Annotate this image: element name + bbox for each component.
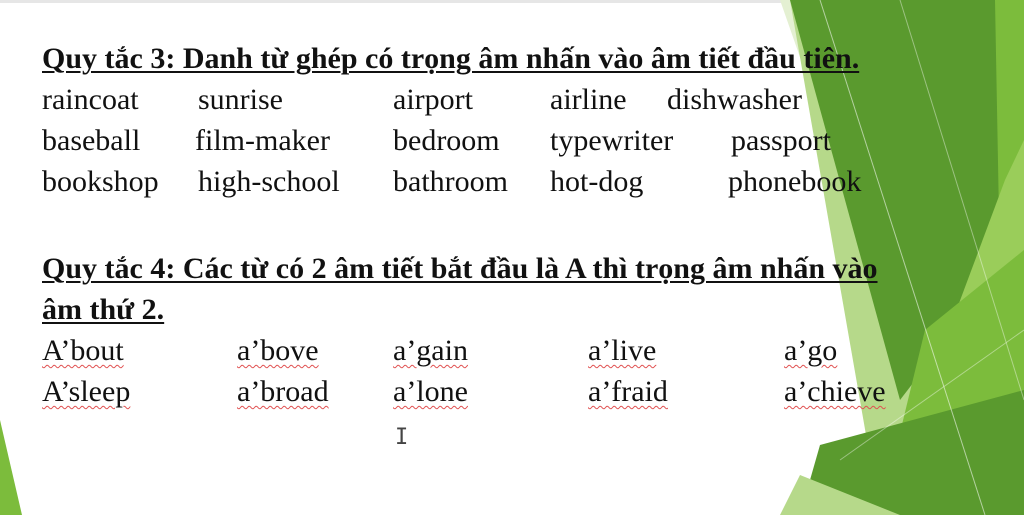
rule3-word: airline — [550, 83, 627, 116]
rule3-word: dishwasher — [667, 83, 802, 116]
rule4-word: a’fraid — [588, 375, 668, 408]
rule4-heading-text-1: Quy tắc 4: Các từ có 2 âm tiết bắt đầu là A thì trọng âm nhấn vào — [42, 252, 878, 285]
rule3-word: typewriter — [550, 124, 674, 157]
rule4-word: a’lone — [393, 375, 468, 408]
rule4-word: a’gain — [393, 334, 468, 367]
facet-left-edge — [0, 420, 22, 515]
rule4-word: A’sleep — [42, 375, 131, 408]
rule3-word: bookshop — [42, 165, 159, 198]
rule3-word: baseball — [42, 124, 141, 157]
rule3-word: high-school — [198, 165, 340, 198]
rule4-word: a’broad — [237, 375, 329, 408]
rule3-word: raincoat — [42, 83, 139, 116]
rule3-heading — [42, 42, 859, 76]
rule3-word: bedroom — [393, 124, 500, 157]
rule3-word: film-maker — [195, 124, 330, 157]
rule4-heading-text-2: âm thứ 2. — [42, 293, 165, 326]
rule3-word: passport — [731, 124, 831, 157]
rule3-word: bathroom — [393, 165, 508, 198]
rule3-word: hot-dog — [550, 165, 644, 198]
rule4-word: a’bove — [237, 334, 319, 367]
rule4-word: a’live — [588, 334, 657, 367]
rule4-word: a’go — [784, 334, 838, 367]
rule3-word: airport — [393, 83, 473, 116]
rule4-word: A’bout — [42, 334, 124, 367]
rule4-word: a’chieve — [784, 375, 886, 408]
rule3-heading-text: Quy tắc 3: Danh từ ghép có trọng âm nhấn vào âm tiết đầu tiên. — [42, 42, 860, 75]
rule4-heading-line2 — [42, 293, 164, 327]
rule3-word: phonebook — [728, 165, 862, 198]
text-cursor-icon: I — [395, 425, 409, 450]
rule4-heading-line1 — [42, 252, 878, 286]
rule3-word: sunrise — [198, 83, 283, 116]
